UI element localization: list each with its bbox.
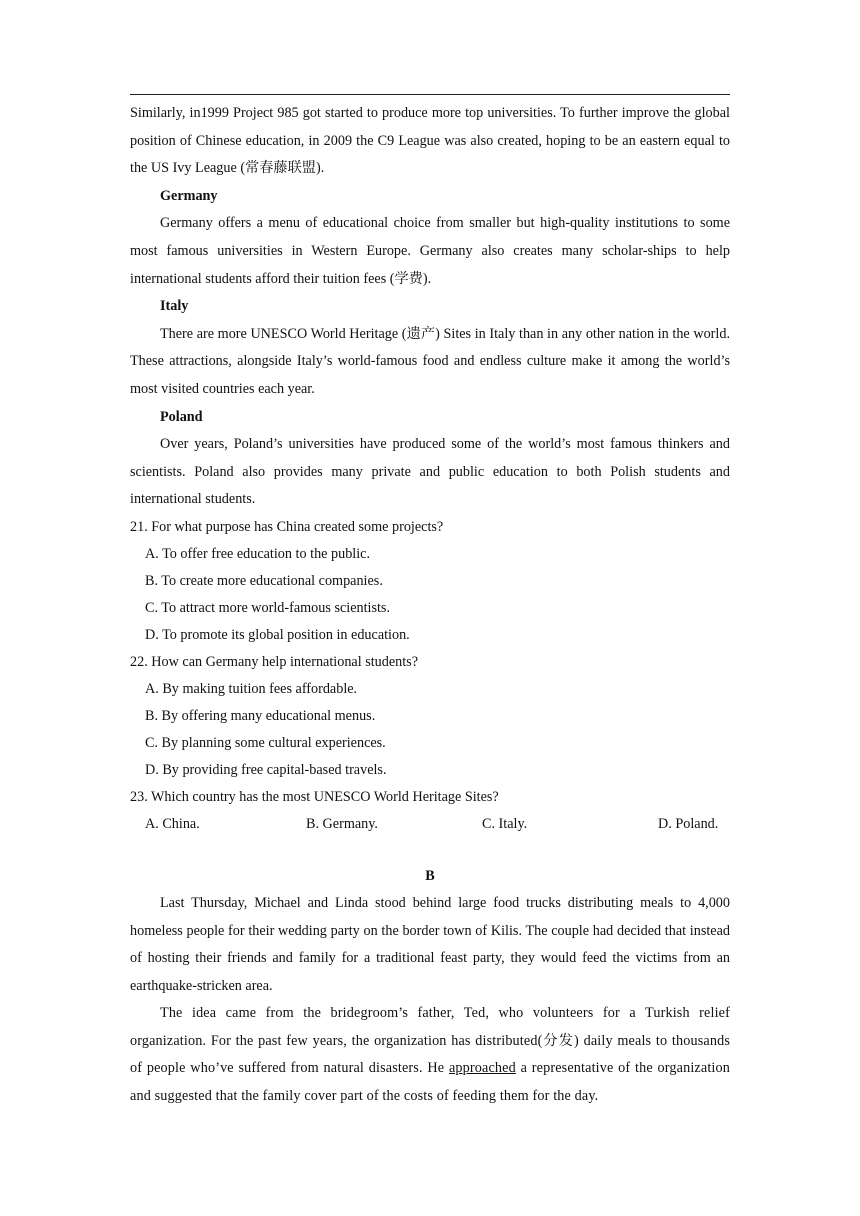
germany-paragraph: Germany offers a menu of educational choice from smaller but high-quality institutions to some most famous universities in Western Europe. Germany also creates many scholar-ships to help international students afford their tuition fees (学费).: [130, 215, 730, 287]
option-d: D. To promote its global position in education.: [145, 626, 410, 643]
option-b: B. To create more educational companies.: [145, 572, 383, 589]
question-21: [130, 514, 730, 649]
germany-heading: Germany: [160, 187, 218, 204]
passage-content: [130, 100, 730, 1111]
option-d: D. By providing free capital-based travels.: [145, 761, 387, 778]
section-b-paragraph-1: Last Thursday, Michael and Linda stood behind large food trucks distributing meals to 4,000 homeless people for their wedding party on the border town of Kilis. The couple had decided that instead of hosting their friends and family for a traditional feast party, they would feed the victims from an earthquake-stricken area.: [130, 894, 730, 994]
poland-paragraph: Over years, Poland’s universities have produced some of the world’s most famous thinkers and scientists. Poland also provides many private and public education to both Polish students and international students.: [130, 436, 730, 508]
section-b-label: B: [425, 867, 435, 884]
italy-heading: Italy: [160, 298, 189, 315]
poland-heading: Poland: [160, 408, 203, 425]
question-22: [130, 649, 730, 784]
option-c: C. By planning some cultural experiences.: [145, 734, 386, 751]
option-d: D. Poland.: [658, 815, 719, 832]
option-a: A. China.: [145, 815, 200, 832]
paragraph-text: The idea came from the bridegroom’s father, Ted, who volunteers for a Turkish relief organization. For the past few years, the organization has distributed(分发) daily meals to thousands of people who’ve suffered from natural disasters. He: [130, 1005, 730, 1077]
option-b: B. By offering many educational menus.: [145, 707, 376, 724]
passage-a-intro: Similarly, in1999 Project 985 got started to produce more top universities. To further improve the global position of Chinese education, in 2009 the C9 League was also created, hoping to be an eastern equal to the US Ivy League (常春藤联盟).: [130, 105, 730, 177]
question-stem: 22. How can Germany help international students?: [130, 653, 419, 670]
option-b: B. Germany.: [306, 815, 378, 832]
question-stem: 23. Which country has the most UNESCO World Heritage Sites?: [130, 788, 499, 805]
option-c: C. Italy.: [482, 815, 528, 832]
italy-paragraph: There are more UNESCO World Heritage (遗产) Sites in Italy than in any other nation in the world. These attractions, alongside Italy’s world-famous food and endless culture make it among the world’s most visited countries each year.: [130, 325, 730, 397]
option-a: A. By making tuition fees affordable.: [145, 680, 358, 697]
question-23: [130, 784, 730, 838]
underlined-word: approached: [448, 1060, 516, 1077]
options-row: [130, 811, 730, 838]
header-rule: [130, 94, 730, 95]
option-c: C. To attract more world-famous scientists.: [145, 599, 391, 616]
option-a: A. To offer free education to the public.: [145, 545, 371, 562]
section-b-paragraph-2: [130, 1000, 730, 1110]
question-stem: 21. For what purpose has China created some projects?: [130, 518, 444, 535]
paragraph-text: a representative of the organization and suggested that the family cover part of the costs of feeding them for the day.: [130, 1060, 730, 1105]
